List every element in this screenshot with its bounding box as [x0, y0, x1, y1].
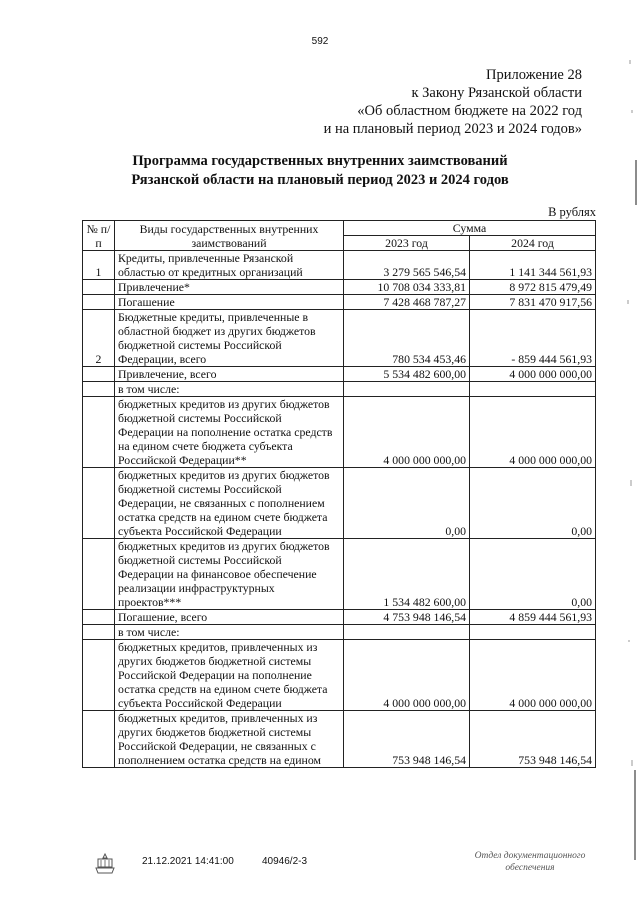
header-sum: Сумма — [344, 221, 596, 236]
stamp-line: обеспечения — [505, 863, 555, 873]
row-amount-2023: 0,00 — [344, 468, 470, 539]
row-borrowing-type: в том числе: — [115, 625, 344, 640]
row-amount-2024: - 859 444 561,93 — [470, 310, 596, 367]
footer-doc-number: 40946/2-3 — [262, 856, 308, 867]
row-amount-2024: 1 141 344 561,93 — [470, 251, 596, 280]
row-amount-2023: 780 534 453,46 — [344, 310, 470, 367]
table-row — [83, 382, 596, 397]
row-amount-2024: 8 972 815 479,49 — [470, 280, 596, 295]
row-borrowing-type: бюджетных кредитов из других бюджетов бюджетной системы Российской Федерации на пополнение остатка средств на едином счете бюджета субъекта Российской Федерации** — [115, 397, 344, 468]
row-amount-2024 — [470, 382, 596, 397]
header-year-2024: 2024 год — [470, 236, 596, 251]
row-number — [83, 640, 115, 711]
row-number — [83, 295, 115, 310]
row-borrowing-type: Привлечение, всего — [115, 367, 344, 382]
footer — [0, 850, 640, 890]
appendix-header — [324, 66, 582, 138]
row-amount-2023: 7 428 468 787,27 — [344, 295, 470, 310]
row-amount-2024: 7 831 470 917,56 — [470, 295, 596, 310]
table-row — [83, 397, 596, 468]
row-number — [83, 625, 115, 640]
row-number — [83, 397, 115, 468]
row-borrowing-type: в том числе: — [115, 382, 344, 397]
row-borrowing-type: Привлечение* — [115, 280, 344, 295]
row-number — [83, 280, 115, 295]
row-amount-2023: 3 279 565 546,54 — [344, 251, 470, 280]
department-stamp — [470, 850, 590, 874]
row-borrowing-type: Кредиты, привлеченные Рязанской областью от кредитных организаций — [115, 251, 344, 280]
title-line: Рязанской области на плановый период 2023 и 2024 годов — [131, 172, 509, 188]
borrowing-program-table — [82, 220, 596, 768]
table-row — [83, 711, 596, 768]
row-amount-2023: 10 708 034 333,81 — [344, 280, 470, 295]
row-amount-2024: 0,00 — [470, 468, 596, 539]
row-amount-2023: 5 534 482 600,00 — [344, 367, 470, 382]
row-amount-2024: 753 948 146,54 — [470, 711, 596, 768]
row-amount-2023: 4 753 948 146,54 — [344, 610, 470, 625]
row-borrowing-type: бюджетных кредитов, привлеченных из других бюджетов бюджетной системы Российской Федерации, не связанных с пополнением остатка средств на едином — [115, 711, 344, 768]
row-number — [83, 367, 115, 382]
row-number — [83, 382, 115, 397]
table-row — [83, 610, 596, 625]
row-number — [83, 468, 115, 539]
page-number: 592 — [311, 36, 329, 47]
row-amount-2023: 753 948 146,54 — [344, 711, 470, 768]
row-borrowing-type: бюджетных кредитов из других бюджетов бюджетной системы Российской Федерации на финансовое обеспечение реализации инфраструктурных проектов*** — [115, 539, 344, 610]
row-amount-2024: 4 000 000 000,00 — [470, 367, 596, 382]
emblem-icon — [92, 852, 118, 876]
table-body — [83, 251, 596, 768]
table-row — [83, 625, 596, 640]
row-amount-2024: 4 000 000 000,00 — [470, 640, 596, 711]
table-row — [83, 640, 596, 711]
footer-date: 21.12.2021 14:41:00 — [142, 856, 234, 867]
scan-margin-artifact — [622, 0, 640, 905]
row-amount-2024: 0,00 — [470, 539, 596, 610]
row-amount-2023: 4 000 000 000,00 — [344, 640, 470, 711]
title-line: Программа государственных внутренних заимствований — [132, 153, 508, 169]
table-row — [83, 280, 596, 295]
row-number — [83, 610, 115, 625]
table-row — [83, 251, 596, 280]
table-row — [83, 295, 596, 310]
row-borrowing-type: Погашение, всего — [115, 610, 344, 625]
row-amount-2023: 1 534 482 600,00 — [344, 539, 470, 610]
table-row — [83, 367, 596, 382]
document-title — [0, 152, 640, 190]
row-amount-2023 — [344, 382, 470, 397]
header-type: Виды государственных внутренних заимствований — [115, 221, 344, 251]
row-amount-2023: 4 000 000 000,00 — [344, 397, 470, 468]
row-number — [83, 539, 115, 610]
header-num: № п/п — [83, 221, 115, 251]
appendix-line: «Об областном бюджете на 2022 год — [357, 103, 582, 119]
row-number: 2 — [83, 310, 115, 367]
row-borrowing-type: бюджетных кредитов, привлеченных из других бюджетов бюджетной системы Российской Федерации на пополнение остатка средств на едином счете бюджета субъекта Российской Федерации — [115, 640, 344, 711]
appendix-line: к Закону Рязанской области — [411, 85, 582, 101]
row-amount-2024: 4 000 000 000,00 — [470, 397, 596, 468]
table-row — [83, 468, 596, 539]
stamp-line: Отдел документационного — [474, 851, 586, 861]
table-header-row — [83, 221, 596, 236]
row-borrowing-type: бюджетных кредитов из других бюджетов бюджетной системы Российской Федерации, не связанных с пополнением остатка средств на едином счете бюджета субъекта Российской Федерации — [115, 468, 344, 539]
row-amount-2024: 4 859 444 561,93 — [470, 610, 596, 625]
row-borrowing-type: Бюджетные кредиты, привлеченные в областной бюджет из других бюджетов бюджетной системы Российской Федерации, всего — [115, 310, 344, 367]
row-number: 1 — [83, 251, 115, 280]
row-number — [83, 711, 115, 768]
units-label: В рублях — [548, 205, 596, 219]
table-row — [83, 539, 596, 610]
table-row — [83, 310, 596, 367]
appendix-line: Приложение 28 — [486, 67, 582, 83]
header-year-2023: 2023 год — [344, 236, 470, 251]
row-borrowing-type: Погашение — [115, 295, 344, 310]
appendix-line: и на плановый период 2023 и 2024 годов» — [323, 121, 582, 137]
row-amount-2023 — [344, 625, 470, 640]
row-amount-2024 — [470, 625, 596, 640]
